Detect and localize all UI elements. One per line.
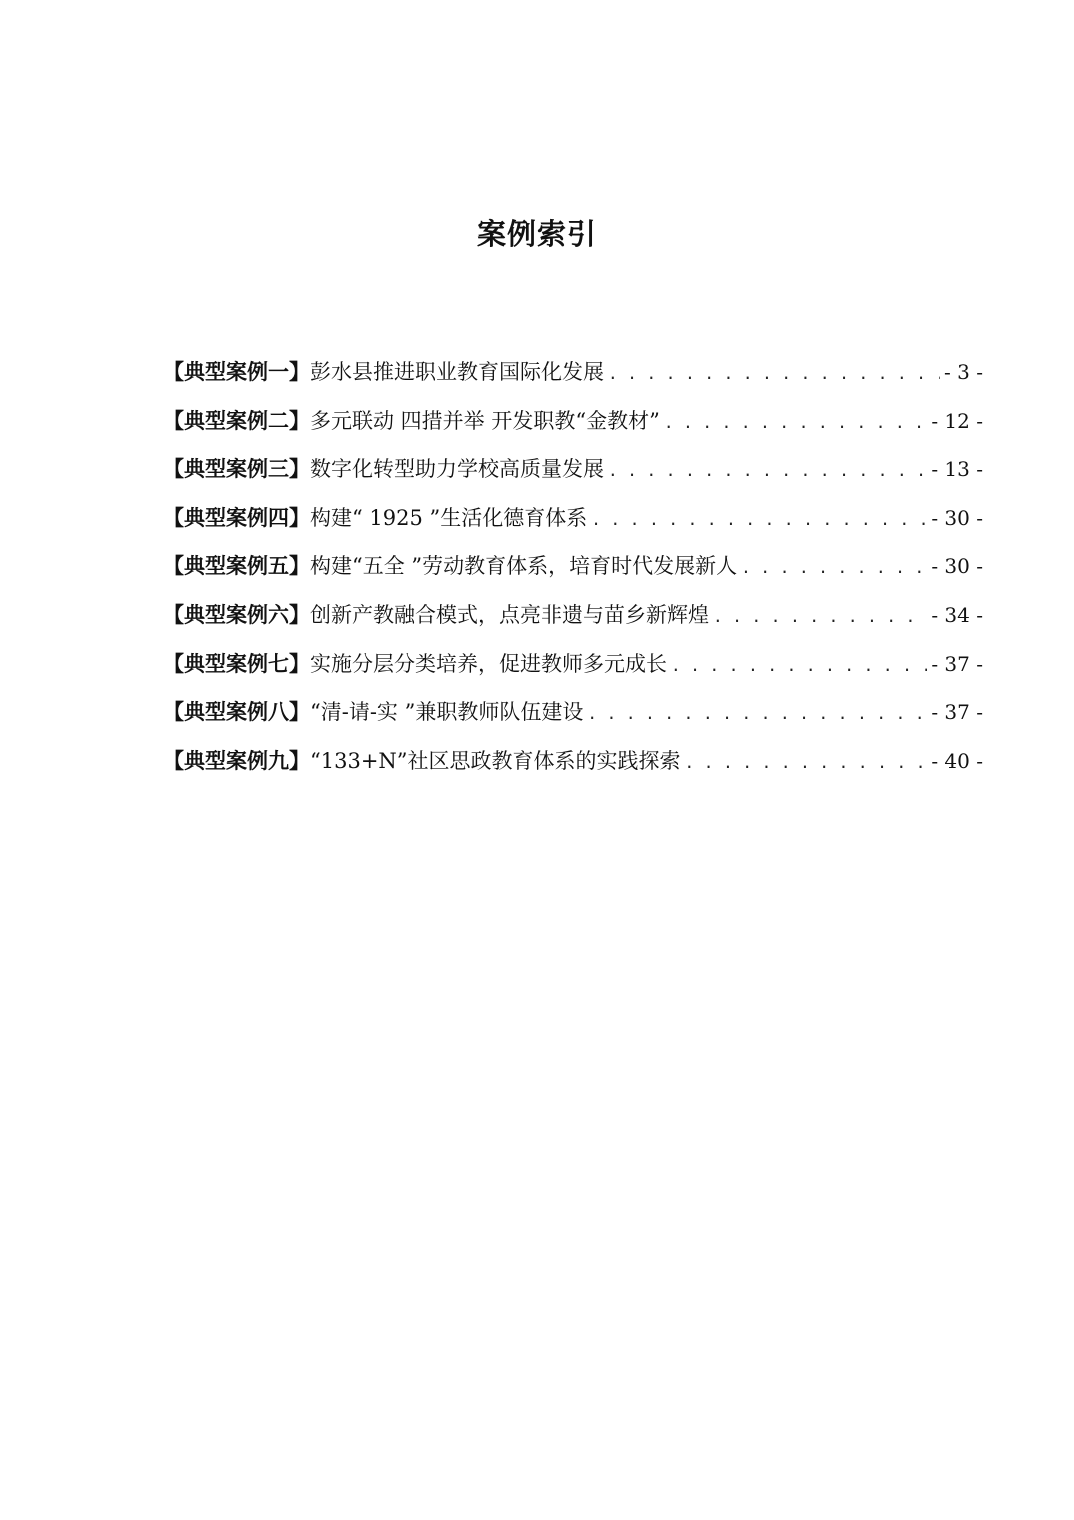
case-label: 【典型案例五】: [163, 553, 310, 579]
table-of-contents: [163, 357, 983, 794]
case-label: 【典型案例一】: [163, 359, 310, 384]
case-title: 实施分层分类培养，促进教师多元成长: [310, 651, 667, 676]
toc-entry-1[interactable]: [163, 357, 983, 406]
dot-leader: [741, 553, 927, 583]
dot-leader: [608, 359, 940, 389]
case-label: 【典型案例四】: [163, 504, 310, 530]
page-title: 案例索引: [476, 217, 597, 251]
page-number: - 37 -: [931, 700, 983, 725]
page-number: - 12 -: [931, 408, 983, 433]
page-number: - 40 -: [931, 748, 983, 773]
dot-leader: [664, 408, 927, 438]
page-number: - 37 -: [931, 651, 983, 676]
case-label: 【典型案例六】: [163, 601, 310, 627]
case-label: 【典型案例九】: [163, 747, 310, 773]
dot-leader: [685, 748, 928, 778]
case-label: 【典型案例二】: [163, 407, 310, 433]
toc-entry-9[interactable]: [163, 746, 983, 795]
dot-leader: [713, 602, 927, 632]
case-title: “133+N”社区思政教育体系的实践探索: [310, 748, 681, 773]
toc-entry-3[interactable]: [163, 454, 983, 503]
dot-leader: [587, 699, 927, 729]
case-label: 【典型案例七】: [163, 650, 310, 676]
toc-entry-5[interactable]: [163, 551, 983, 600]
case-title: 创新产教融合模式，点亮非遗与苗乡新辉煌: [310, 602, 709, 627]
toc-entry-2[interactable]: [163, 406, 983, 455]
case-label: 【典型案例三】: [163, 456, 310, 482]
page-number: - 13 -: [931, 457, 983, 482]
page-number: - 3 -: [944, 360, 983, 384]
dot-leader: [608, 456, 927, 486]
page-number: - 30 -: [931, 505, 983, 530]
case-title: “清-请-实 ”兼职教师队伍建设: [310, 700, 584, 725]
case-title: 数字化转型助力学校高质量发展: [310, 457, 604, 482]
case-title: 多元联动 四措并举 开发职教“金教材”: [310, 408, 660, 433]
dot-leader: [591, 505, 927, 535]
toc-entry-6[interactable]: [163, 600, 983, 649]
case-title: 构建“ 1925 ”生活化德育体系: [310, 505, 588, 530]
case-title: 构建“五全 ”劳动教育体系，培育时代发展新人: [310, 554, 738, 579]
page-number: - 34 -: [931, 602, 983, 627]
case-title: 彭水县推进职业教育国际化发展: [310, 360, 604, 384]
page-number: - 30 -: [931, 554, 983, 579]
dot-leader: [671, 651, 927, 681]
toc-entry-8[interactable]: [163, 697, 983, 746]
toc-entry-7[interactable]: [163, 649, 983, 698]
toc-entry-4[interactable]: [163, 503, 983, 552]
case-label: 【典型案例八】: [163, 699, 310, 725]
